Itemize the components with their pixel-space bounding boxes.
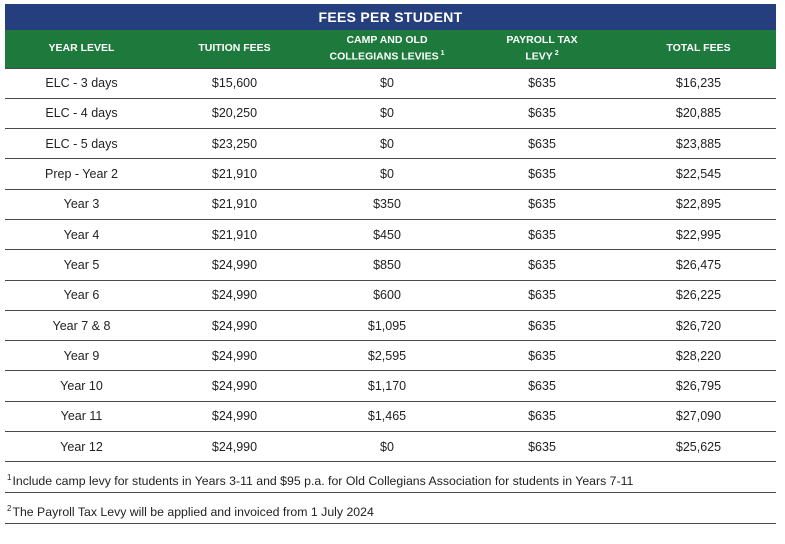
cell-total: $26,795 bbox=[621, 371, 776, 401]
cell-total: $26,225 bbox=[621, 280, 776, 310]
table-title: FEES PER STUDENT bbox=[5, 4, 776, 30]
cell-camp: $850 bbox=[311, 250, 463, 280]
cell-level: ELC - 5 days bbox=[5, 129, 158, 159]
cell-level: Year 10 bbox=[5, 371, 158, 401]
table-row bbox=[5, 189, 776, 219]
cell-level: Year 5 bbox=[5, 250, 158, 280]
table-row bbox=[5, 371, 776, 401]
cell-payroll: $635 bbox=[463, 250, 621, 280]
cell-tuition: $24,990 bbox=[158, 371, 311, 401]
fees-table-container bbox=[5, 4, 776, 524]
cell-level: ELC - 4 days bbox=[5, 98, 158, 128]
cell-payroll: $635 bbox=[463, 159, 621, 189]
table-row bbox=[5, 129, 776, 159]
cell-total: $25,625 bbox=[621, 432, 776, 462]
cell-total: $20,885 bbox=[621, 98, 776, 128]
header-year-level: YEAR LEVEL bbox=[48, 42, 115, 55]
table-row bbox=[5, 159, 776, 189]
footnote-2: $^2$The Payroll Tax Levy will be applied and invoiced from 1 July 2024 bbox=[5, 493, 776, 524]
cell-tuition: $24,990 bbox=[158, 401, 311, 431]
cell-level: ELC - 3 days bbox=[5, 68, 158, 98]
cell-tuition: $21,910 bbox=[158, 219, 311, 249]
cell-camp: $1,095 bbox=[311, 310, 463, 340]
fees-table bbox=[5, 30, 776, 462]
cell-payroll: $635 bbox=[463, 310, 621, 340]
cell-payroll: $635 bbox=[463, 371, 621, 401]
cell-payroll: $635 bbox=[463, 219, 621, 249]
table-row bbox=[5, 98, 776, 128]
table-row bbox=[5, 280, 776, 310]
cell-camp: $450 bbox=[311, 219, 463, 249]
cell-payroll: $635 bbox=[463, 98, 621, 128]
cell-camp: $0 bbox=[311, 98, 463, 128]
cell-tuition: $24,990 bbox=[158, 432, 311, 462]
cell-camp: $0 bbox=[311, 129, 463, 159]
cell-tuition: $23,250 bbox=[158, 129, 311, 159]
cell-tuition: $21,910 bbox=[158, 159, 311, 189]
table-row bbox=[5, 68, 776, 98]
table-row bbox=[5, 401, 776, 431]
cell-tuition: $15,600 bbox=[158, 68, 311, 98]
cell-camp: $0 bbox=[311, 159, 463, 189]
header-tuition-fees: TUITION FEES bbox=[198, 42, 271, 55]
cell-level: Prep - Year 2 bbox=[5, 159, 158, 189]
cell-level: Year 9 bbox=[5, 341, 158, 371]
cell-payroll: $635 bbox=[463, 432, 621, 462]
table-row bbox=[5, 432, 776, 462]
header-total-fees: TOTAL FEES bbox=[666, 42, 731, 55]
cell-total: $23,885 bbox=[621, 129, 776, 159]
cell-level: Year 7 & 8 bbox=[5, 310, 158, 340]
cell-total: $26,720 bbox=[621, 310, 776, 340]
cell-level: Year 4 bbox=[5, 219, 158, 249]
cell-tuition: $24,990 bbox=[158, 280, 311, 310]
cell-total: $28,220 bbox=[621, 341, 776, 371]
cell-camp: $0 bbox=[311, 68, 463, 98]
cell-camp: $1,465 bbox=[311, 401, 463, 431]
footnotes bbox=[5, 462, 776, 524]
cell-payroll: $635 bbox=[463, 341, 621, 371]
cell-payroll: $635 bbox=[463, 189, 621, 219]
cell-tuition: $24,990 bbox=[158, 250, 311, 280]
cell-level: Year 11 bbox=[5, 401, 158, 431]
cell-tuition: $21,910 bbox=[158, 189, 311, 219]
cell-level: Year 6 bbox=[5, 280, 158, 310]
table-row bbox=[5, 250, 776, 280]
header-row bbox=[5, 30, 776, 68]
cell-total: $16,235 bbox=[621, 68, 776, 98]
header-camp-levies: CAMP AND OLD COLLEGIANS LEVIES $^1$ bbox=[329, 34, 445, 63]
header-payroll-tax: PAYROLL TAX LEVY $^2$ bbox=[506, 34, 578, 63]
cell-total: $27,090 bbox=[621, 401, 776, 431]
cell-payroll: $635 bbox=[463, 129, 621, 159]
cell-camp: $0 bbox=[311, 432, 463, 462]
cell-camp: $600 bbox=[311, 280, 463, 310]
cell-total: $22,995 bbox=[621, 219, 776, 249]
cell-payroll: $635 bbox=[463, 280, 621, 310]
footnote-1: $^1$Include camp levy for students in Years 3-11 and $95 p.a. for Old Collegians Association for students in Years 7-11 bbox=[5, 462, 776, 493]
cell-camp: $2,595 bbox=[311, 341, 463, 371]
cell-tuition: $24,990 bbox=[158, 310, 311, 340]
cell-camp: $1,170 bbox=[311, 371, 463, 401]
cell-payroll: $635 bbox=[463, 401, 621, 431]
table-row bbox=[5, 219, 776, 249]
table-row bbox=[5, 310, 776, 340]
cell-tuition: $24,990 bbox=[158, 341, 311, 371]
cell-total: $22,895 bbox=[621, 189, 776, 219]
cell-total: $22,545 bbox=[621, 159, 776, 189]
cell-total: $26,475 bbox=[621, 250, 776, 280]
cell-tuition: $20,250 bbox=[158, 98, 311, 128]
cell-level: Year 3 bbox=[5, 189, 158, 219]
table-row bbox=[5, 341, 776, 371]
cell-payroll: $635 bbox=[463, 68, 621, 98]
cell-level: Year 12 bbox=[5, 432, 158, 462]
cell-camp: $350 bbox=[311, 189, 463, 219]
